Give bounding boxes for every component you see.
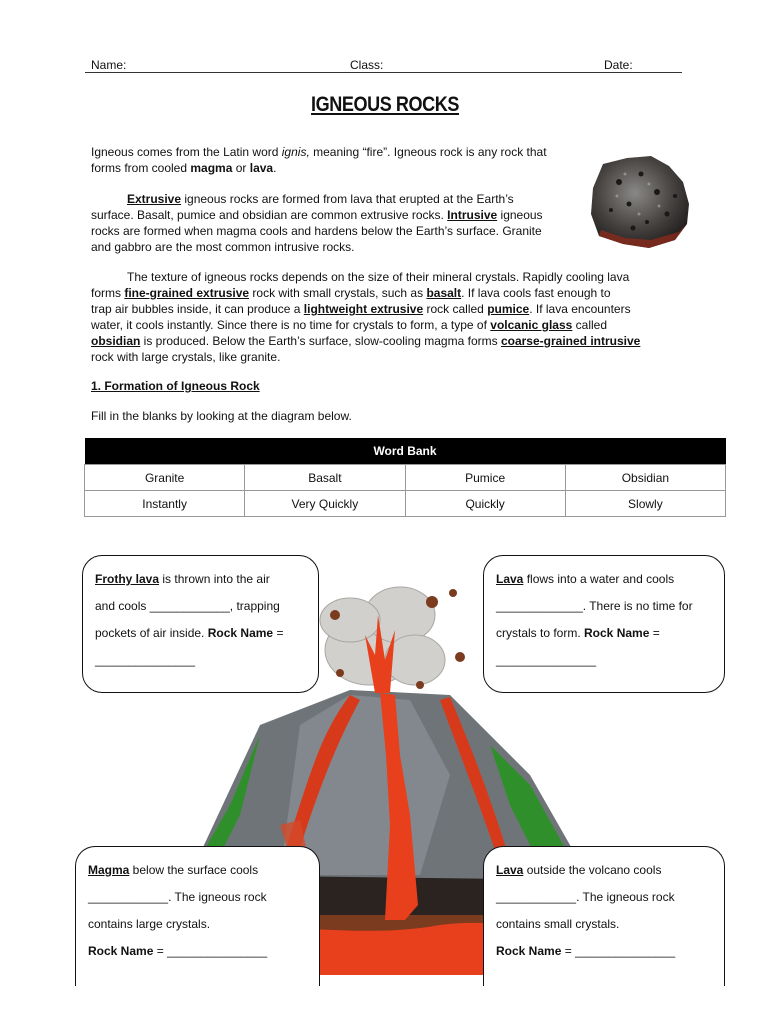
box-tl-line-4: _______________ — [95, 653, 196, 667]
box-tr-line-1: Lava flows into a water and cools — [496, 572, 675, 586]
word-bank-cell: Pumice — [405, 465, 565, 491]
box-br-line-3: contains small crystals. — [496, 917, 620, 931]
box-bl-line-4: Rock Name = _______________ — [88, 944, 268, 958]
word-bank-cell: Granite — [85, 465, 245, 491]
box-tl-line-2: and cools ____________, trapping — [95, 599, 280, 613]
word-bank-cell: Slowly — [565, 491, 725, 517]
texture-line-5: obsidian is produced. Below the Earth’s surface, slow-cooling magma forms coarse-grained intrusive — [91, 334, 641, 348]
intro-line-2: forms from cooled magma or lava. — [91, 161, 277, 175]
box-br-line-4: Rock Name = _______________ — [496, 944, 676, 958]
texture-line-1: The texture of igneous rocks depends on the size of their mineral crystals. Rapidly cooling lava — [127, 270, 630, 284]
texture-line-3: trap air bubbles inside, it can produce a lightweight extrusive rock called pumice. If lava encounters — [91, 302, 631, 316]
box-tl-line-3: pockets of air inside. Rock Name = — [95, 626, 284, 640]
word-bank-table — [84, 438, 726, 517]
extrusive-line-1: Extrusive igneous rocks are formed from lava that erupted at the Earth’s — [127, 192, 514, 206]
lava-rock-image — [589, 152, 693, 252]
box-bl-line-3: contains large crystals. — [88, 917, 211, 931]
extrusive-line-3: rocks are formed when magma cools and hardens below the Earth’s surface. Granite — [91, 224, 542, 238]
extrusive-line-4: and gabbro are the most common intrusive rocks. — [91, 240, 355, 254]
box-bl-line-1: Magma below the surface cools — [88, 863, 259, 877]
box-br-line-1: Lava outside the volcano cools — [496, 863, 662, 877]
texture-line-6: rock with large crystals, like granite. — [91, 350, 281, 364]
box-br-line-2: ____________. The igneous rock — [496, 890, 675, 904]
box-frothy-lava — [82, 555, 319, 693]
intro-line-1: Igneous comes from the Latin word ignis, meaning “fire”. Igneous rock is any rock that — [91, 145, 547, 159]
header-underline — [85, 72, 682, 73]
date-label: Date: — [604, 58, 633, 72]
word-bank-cell: Obsidian — [565, 465, 725, 491]
box-tr-line-4: _______________ — [496, 653, 597, 667]
word-bank-title: Word Bank — [85, 438, 726, 465]
section-heading: 1. Formation of Igneous Rock — [91, 379, 260, 393]
box-lava-water — [483, 555, 725, 693]
word-bank-cell: Quickly — [405, 491, 565, 517]
word-bank-cell: Instantly — [85, 491, 245, 517]
box-magma — [75, 846, 320, 986]
texture-line-4: water, it cools instantly. Since there is no time for crystals to form, a type of volcanic glass called — [91, 318, 608, 332]
word-bank-cell: Basalt — [245, 465, 405, 491]
class-label: Class: — [350, 58, 384, 72]
box-tl-line-1: Frothy lava is thrown into the air — [95, 572, 270, 586]
name-label: Name: — [91, 58, 127, 72]
section-instruction: Fill in the blanks by looking at the diagram below. — [91, 409, 352, 423]
extrusive-line-2: surface. Basalt, pumice and obsidian are common extrusive rocks. Intrusive igneous — [91, 208, 543, 222]
word-bank-cell: Very Quickly — [245, 491, 405, 517]
texture-line-2: forms fine-grained extrusive rock with small crystals, such as basalt. If lava cools fast enough to — [91, 286, 611, 300]
box-tr-line-2: _____________. There is no time for — [496, 599, 693, 613]
box-bl-line-2: ____________. The igneous rock — [88, 890, 267, 904]
page-title: IGNEOUS ROCKS — [311, 93, 459, 116]
box-tr-line-3: crystals to form. Rock Name = — [496, 626, 660, 640]
box-lava-outside — [483, 846, 725, 986]
